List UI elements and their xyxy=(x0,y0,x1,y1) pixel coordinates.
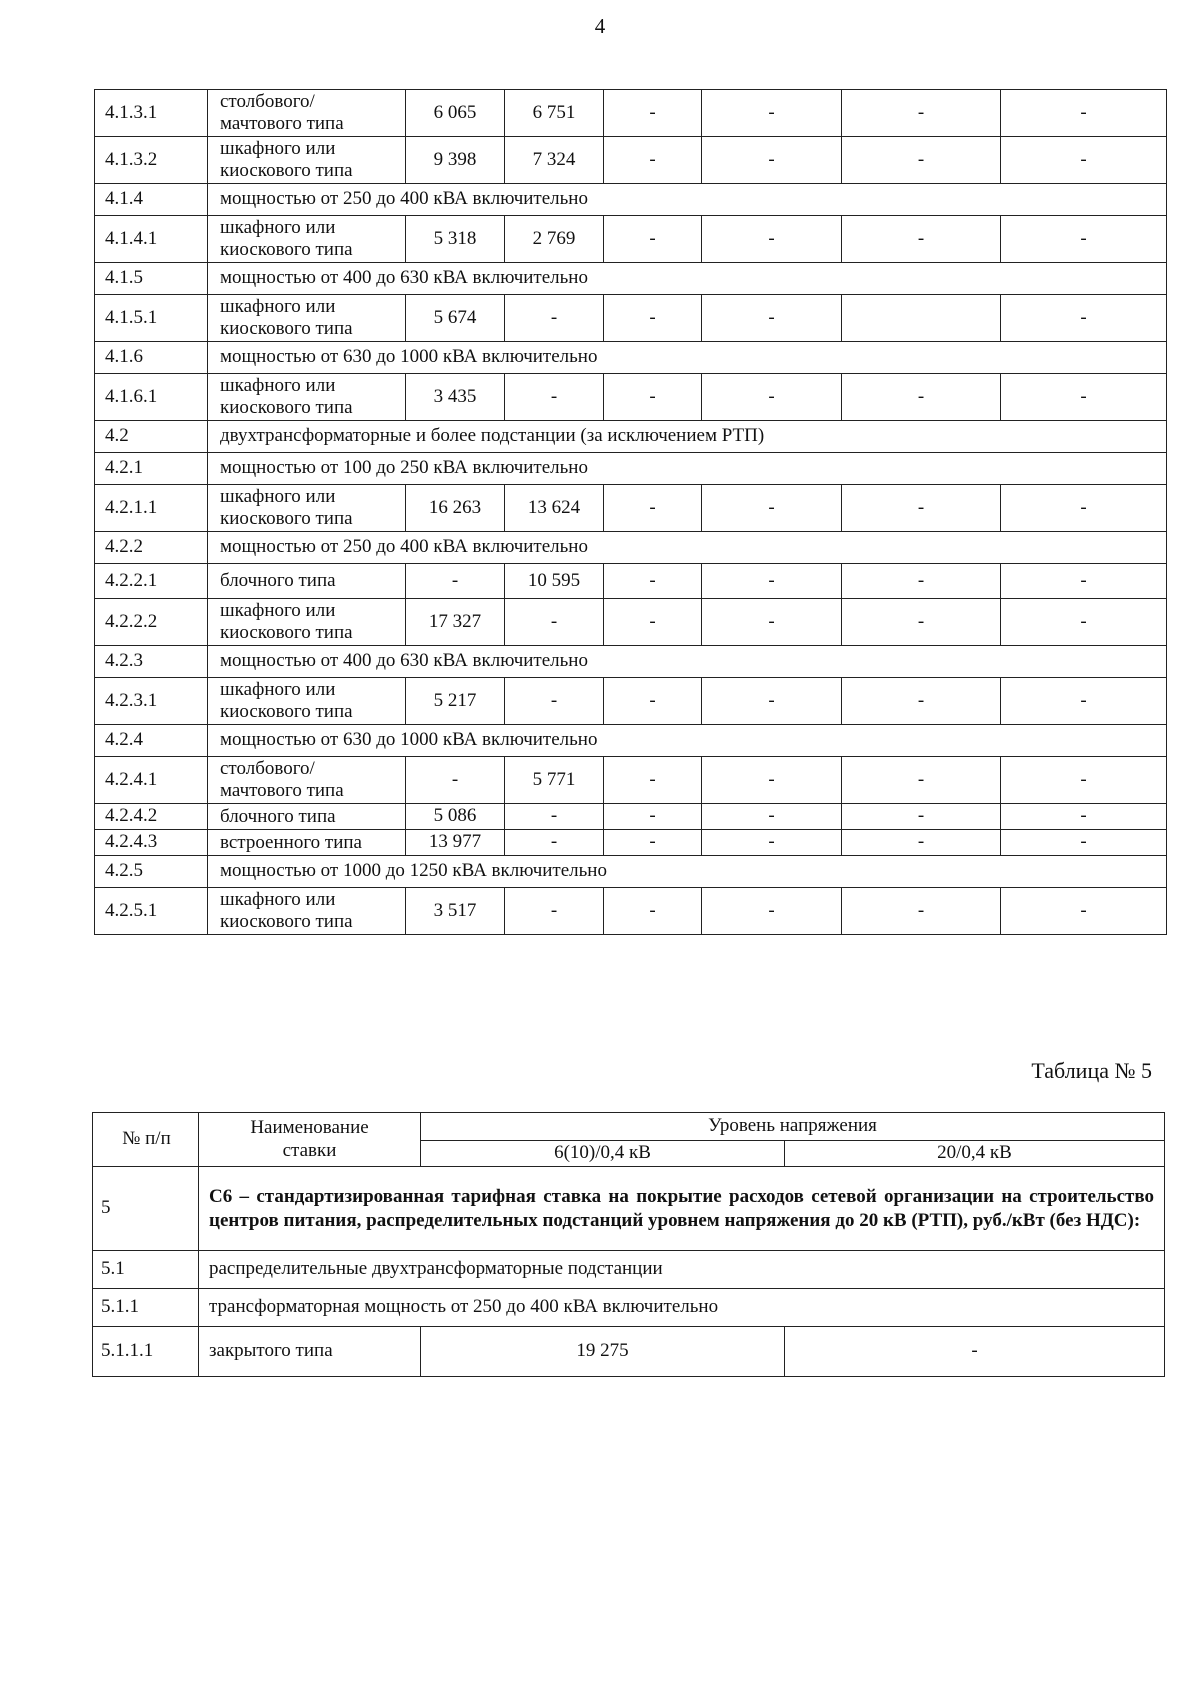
rate-value: - xyxy=(842,678,1001,725)
table-row xyxy=(95,295,1167,342)
rate-name-line: столбового/ xyxy=(220,758,315,780)
rate-name-line: шкафного или xyxy=(220,889,336,911)
rate-value: - xyxy=(1001,804,1167,830)
table-section-row xyxy=(93,1167,1165,1251)
rate-name xyxy=(208,137,406,184)
rate-value: - xyxy=(604,564,702,599)
row-number: 4.2.5.1 xyxy=(95,888,208,935)
table-5-caption: Таблица № 5 xyxy=(1031,1058,1152,1083)
row-number: 4.1.4.1 xyxy=(95,216,208,263)
rate-value: - xyxy=(702,216,842,263)
row-number: 4.2.5 xyxy=(95,856,208,888)
rate-name xyxy=(208,599,406,646)
rate-name-line: шкафного или xyxy=(220,486,336,508)
row-number: 4.2.4 xyxy=(95,725,208,757)
row-number: 4.2.1 xyxy=(95,453,208,485)
rate-value: - xyxy=(604,374,702,421)
page-number: 4 xyxy=(594,14,606,38)
rate-value: 3 435 xyxy=(406,374,505,421)
rate-value: - xyxy=(505,888,604,935)
rate-value: - xyxy=(1001,830,1167,856)
table-row xyxy=(93,1327,1165,1377)
row-number: 5.1 xyxy=(93,1251,199,1289)
rate-name-line: шкафного или xyxy=(220,375,336,397)
table-row xyxy=(95,216,1167,263)
rate-value: - xyxy=(604,137,702,184)
header-voltage-level: Уровень напряжения xyxy=(421,1113,1165,1141)
row-number: 4.2.4.1 xyxy=(95,757,208,804)
rate-name-line: шкафного или xyxy=(220,679,336,701)
rate-value: - xyxy=(785,1327,1165,1377)
rate-name xyxy=(208,888,406,935)
rate-value: - xyxy=(604,485,702,532)
rate-value: - xyxy=(505,599,604,646)
rate-name xyxy=(208,678,406,725)
rate-name-line: столбового/ xyxy=(220,91,315,113)
rate-value: - xyxy=(604,216,702,263)
rate-value: - xyxy=(702,599,842,646)
table-section-row xyxy=(93,1289,1165,1327)
rate-value: 17 327 xyxy=(406,599,505,646)
rate-value: - xyxy=(505,295,604,342)
rate-value: - xyxy=(842,485,1001,532)
rate-name-line: киоскового типа xyxy=(220,160,353,181)
rate-name-line: киоскового типа xyxy=(220,911,353,932)
rate-value: 10 595 xyxy=(505,564,604,599)
row-number: 4.2.4.2 xyxy=(95,804,208,830)
rate-name-line: мачтового типа xyxy=(220,113,344,134)
row-number: 4.1.6 xyxy=(95,342,208,374)
tariff-table-5 xyxy=(92,1112,1165,1377)
rate-value: - xyxy=(842,374,1001,421)
rate-value: - xyxy=(1001,678,1167,725)
section-title: трансформаторная мощность от 250 до 400 кВА включительно xyxy=(199,1289,1165,1327)
rate-name xyxy=(208,804,406,830)
rate-value: - xyxy=(1001,757,1167,804)
rate-value: - xyxy=(505,678,604,725)
section-title: мощностью от 630 до 1000 кВА включительно xyxy=(208,342,1167,374)
rate-value: 16 263 xyxy=(406,485,505,532)
rate-value: - xyxy=(842,888,1001,935)
rate-value: 7 324 xyxy=(505,137,604,184)
rate-value: - xyxy=(702,804,842,830)
rate-value: - xyxy=(842,804,1001,830)
rate-value: - xyxy=(1001,485,1167,532)
rate-name xyxy=(208,295,406,342)
table-row xyxy=(95,830,1167,856)
rate-value: - xyxy=(842,137,1001,184)
rate-value: - xyxy=(406,757,505,804)
rate-value: 19 275 xyxy=(421,1327,785,1377)
rate-value: - xyxy=(702,90,842,137)
section-title: мощностью от 630 до 1000 кВА включительно xyxy=(208,725,1167,757)
row-number: 4.1.5.1 xyxy=(95,295,208,342)
section-title: двухтрансформаторные и более подстанции (за исключением РТП) xyxy=(208,421,1167,453)
rate-value: - xyxy=(842,830,1001,856)
header-name: Наименование ставки xyxy=(199,1113,421,1167)
table-section-row xyxy=(95,263,1167,295)
row-number: 4.2.3 xyxy=(95,646,208,678)
rate-value: - xyxy=(702,564,842,599)
tariff-table-4-body xyxy=(95,90,1167,935)
rate-name-line: шкафного или xyxy=(220,600,336,622)
rate-value: - xyxy=(1001,137,1167,184)
rate-value: - xyxy=(842,599,1001,646)
rate-name-line: шкафного или xyxy=(220,138,336,160)
rate-name xyxy=(208,830,406,856)
rate-name-line: киоскового типа xyxy=(220,397,353,418)
rate-value: - xyxy=(842,564,1001,599)
rate-value: - xyxy=(406,564,505,599)
rate-name xyxy=(208,564,406,599)
rate-value: - xyxy=(1001,216,1167,263)
rate-name-line: киоскового типа xyxy=(220,239,353,260)
section-title: мощностью от 400 до 630 кВА включительно xyxy=(208,646,1167,678)
rate-value: - xyxy=(604,678,702,725)
row-number: 4.1.3.1 xyxy=(95,90,208,137)
row-number: 4.2.2 xyxy=(95,532,208,564)
rate-value: - xyxy=(604,757,702,804)
table-section-row xyxy=(95,184,1167,216)
table-row xyxy=(95,757,1167,804)
rate-value: 5 674 xyxy=(406,295,505,342)
section-title: мощностью от 1000 до 1250 кВА включительно xyxy=(208,856,1167,888)
table-row xyxy=(95,90,1167,137)
rate-definition: С6 – стандартизированная тарифная ставка на покрытие расходов сетевой организации на строительство центров питания, распределительных подстанций уровнем напряжения до 20 кВ (РТП), руб./кВт (без НДС): xyxy=(199,1167,1165,1251)
tariff-table-4-continued xyxy=(94,89,1167,935)
rate-value: - xyxy=(1001,564,1167,599)
rate-value: - xyxy=(604,295,702,342)
table-row xyxy=(95,485,1167,532)
row-number: 4.2.2.1 xyxy=(95,564,208,599)
row-number: 5 xyxy=(93,1167,199,1251)
rate-value: - xyxy=(702,485,842,532)
table-section-row xyxy=(93,1251,1165,1289)
row-number: 4.1.6.1 xyxy=(95,374,208,421)
rate-name-line: шкафного или xyxy=(220,217,336,239)
header-num: № п/п xyxy=(93,1113,199,1167)
table-row xyxy=(95,374,1167,421)
rate-value: 13 624 xyxy=(505,485,604,532)
table-section-row xyxy=(95,453,1167,485)
rate-value: - xyxy=(702,137,842,184)
rate-value: - xyxy=(702,374,842,421)
row-number: 4.1.3.2 xyxy=(95,137,208,184)
rate-value: - xyxy=(1001,295,1167,342)
row-number: 5.1.1 xyxy=(93,1289,199,1327)
rate-value: - xyxy=(1001,90,1167,137)
rate-value: - xyxy=(842,757,1001,804)
rate-value xyxy=(842,295,1001,342)
section-title: мощностью от 250 до 400 кВА включительно xyxy=(208,184,1167,216)
rate-value: - xyxy=(702,888,842,935)
rate-value: 5 771 xyxy=(505,757,604,804)
rate-value: - xyxy=(702,678,842,725)
rate-name xyxy=(208,90,406,137)
table-row xyxy=(95,137,1167,184)
rate-value: - xyxy=(842,216,1001,263)
rate-value: 6 751 xyxy=(505,90,604,137)
rate-name xyxy=(208,485,406,532)
row-number: 4.1.4 xyxy=(95,184,208,216)
rate-name-line: встроенного типа xyxy=(220,831,362,853)
table-section-row xyxy=(95,342,1167,374)
row-number: 4.2.3.1 xyxy=(95,678,208,725)
rate-name-line: блочного типа xyxy=(220,805,336,827)
rate-value: - xyxy=(702,295,842,342)
rate-name-line: блочного типа xyxy=(220,570,336,592)
rate-name xyxy=(208,374,406,421)
rate-value: - xyxy=(604,599,702,646)
rate-name-line: шкафного или xyxy=(220,296,336,318)
rate-value: - xyxy=(1001,374,1167,421)
rate-value: - xyxy=(604,888,702,935)
rate-value: - xyxy=(702,757,842,804)
section-title: мощностью от 400 до 630 кВА включительно xyxy=(208,263,1167,295)
rate-value: - xyxy=(604,90,702,137)
header-voltage-20: 20/0,4 кВ xyxy=(785,1141,1165,1167)
table-section-row xyxy=(95,421,1167,453)
table-section-row xyxy=(95,725,1167,757)
rate-value: 5 318 xyxy=(406,216,505,263)
row-number: 4.2.1.1 xyxy=(95,485,208,532)
tariff-table-5-body xyxy=(93,1113,1165,1377)
rate-name-line: киоскового типа xyxy=(220,318,353,339)
rate-value: 5 086 xyxy=(406,804,505,830)
table-row xyxy=(95,564,1167,599)
rate-name-line: киоскового типа xyxy=(220,622,353,643)
rate-value: - xyxy=(505,804,604,830)
rate-name-line: мачтового типа xyxy=(220,780,344,801)
section-title: распределительные двухтрансформаторные подстанции xyxy=(199,1251,1165,1289)
section-title: мощностью от 250 до 400 кВА включительно xyxy=(208,532,1167,564)
table-section-row xyxy=(95,856,1167,888)
row-number: 5.1.1.1 xyxy=(93,1327,199,1377)
rate-name-line: киоскового типа xyxy=(220,508,353,529)
table-row xyxy=(95,804,1167,830)
table-row xyxy=(95,678,1167,725)
row-number: 4.1.5 xyxy=(95,263,208,295)
table-section-row xyxy=(95,646,1167,678)
rate-value: 13 977 xyxy=(406,830,505,856)
rate-value: - xyxy=(702,830,842,856)
rate-value: - xyxy=(505,374,604,421)
rate-name-line: киоскового типа xyxy=(220,701,353,722)
rate-value: - xyxy=(1001,888,1167,935)
rate-value: 3 517 xyxy=(406,888,505,935)
rate-value: 2 769 xyxy=(505,216,604,263)
rate-name: закрытого типа xyxy=(199,1327,421,1377)
table-row xyxy=(95,888,1167,935)
rate-value: - xyxy=(604,830,702,856)
rate-value: 6 065 xyxy=(406,90,505,137)
row-number: 4.2 xyxy=(95,421,208,453)
rate-value: - xyxy=(505,830,604,856)
table-row xyxy=(95,599,1167,646)
header-voltage-6-10: 6(10)/0,4 кВ xyxy=(421,1141,785,1167)
rate-name xyxy=(208,216,406,263)
row-number: 4.2.2.2 xyxy=(95,599,208,646)
rate-value: 5 217 xyxy=(406,678,505,725)
section-title: мощностью от 100 до 250 кВА включительно xyxy=(208,453,1167,485)
table-5-header-row xyxy=(93,1113,1165,1141)
row-number: 4.2.4.3 xyxy=(95,830,208,856)
rate-value: - xyxy=(842,90,1001,137)
rate-value: 9 398 xyxy=(406,137,505,184)
table-section-row xyxy=(95,532,1167,564)
rate-name xyxy=(208,757,406,804)
rate-value: - xyxy=(1001,599,1167,646)
rate-value: - xyxy=(604,804,702,830)
